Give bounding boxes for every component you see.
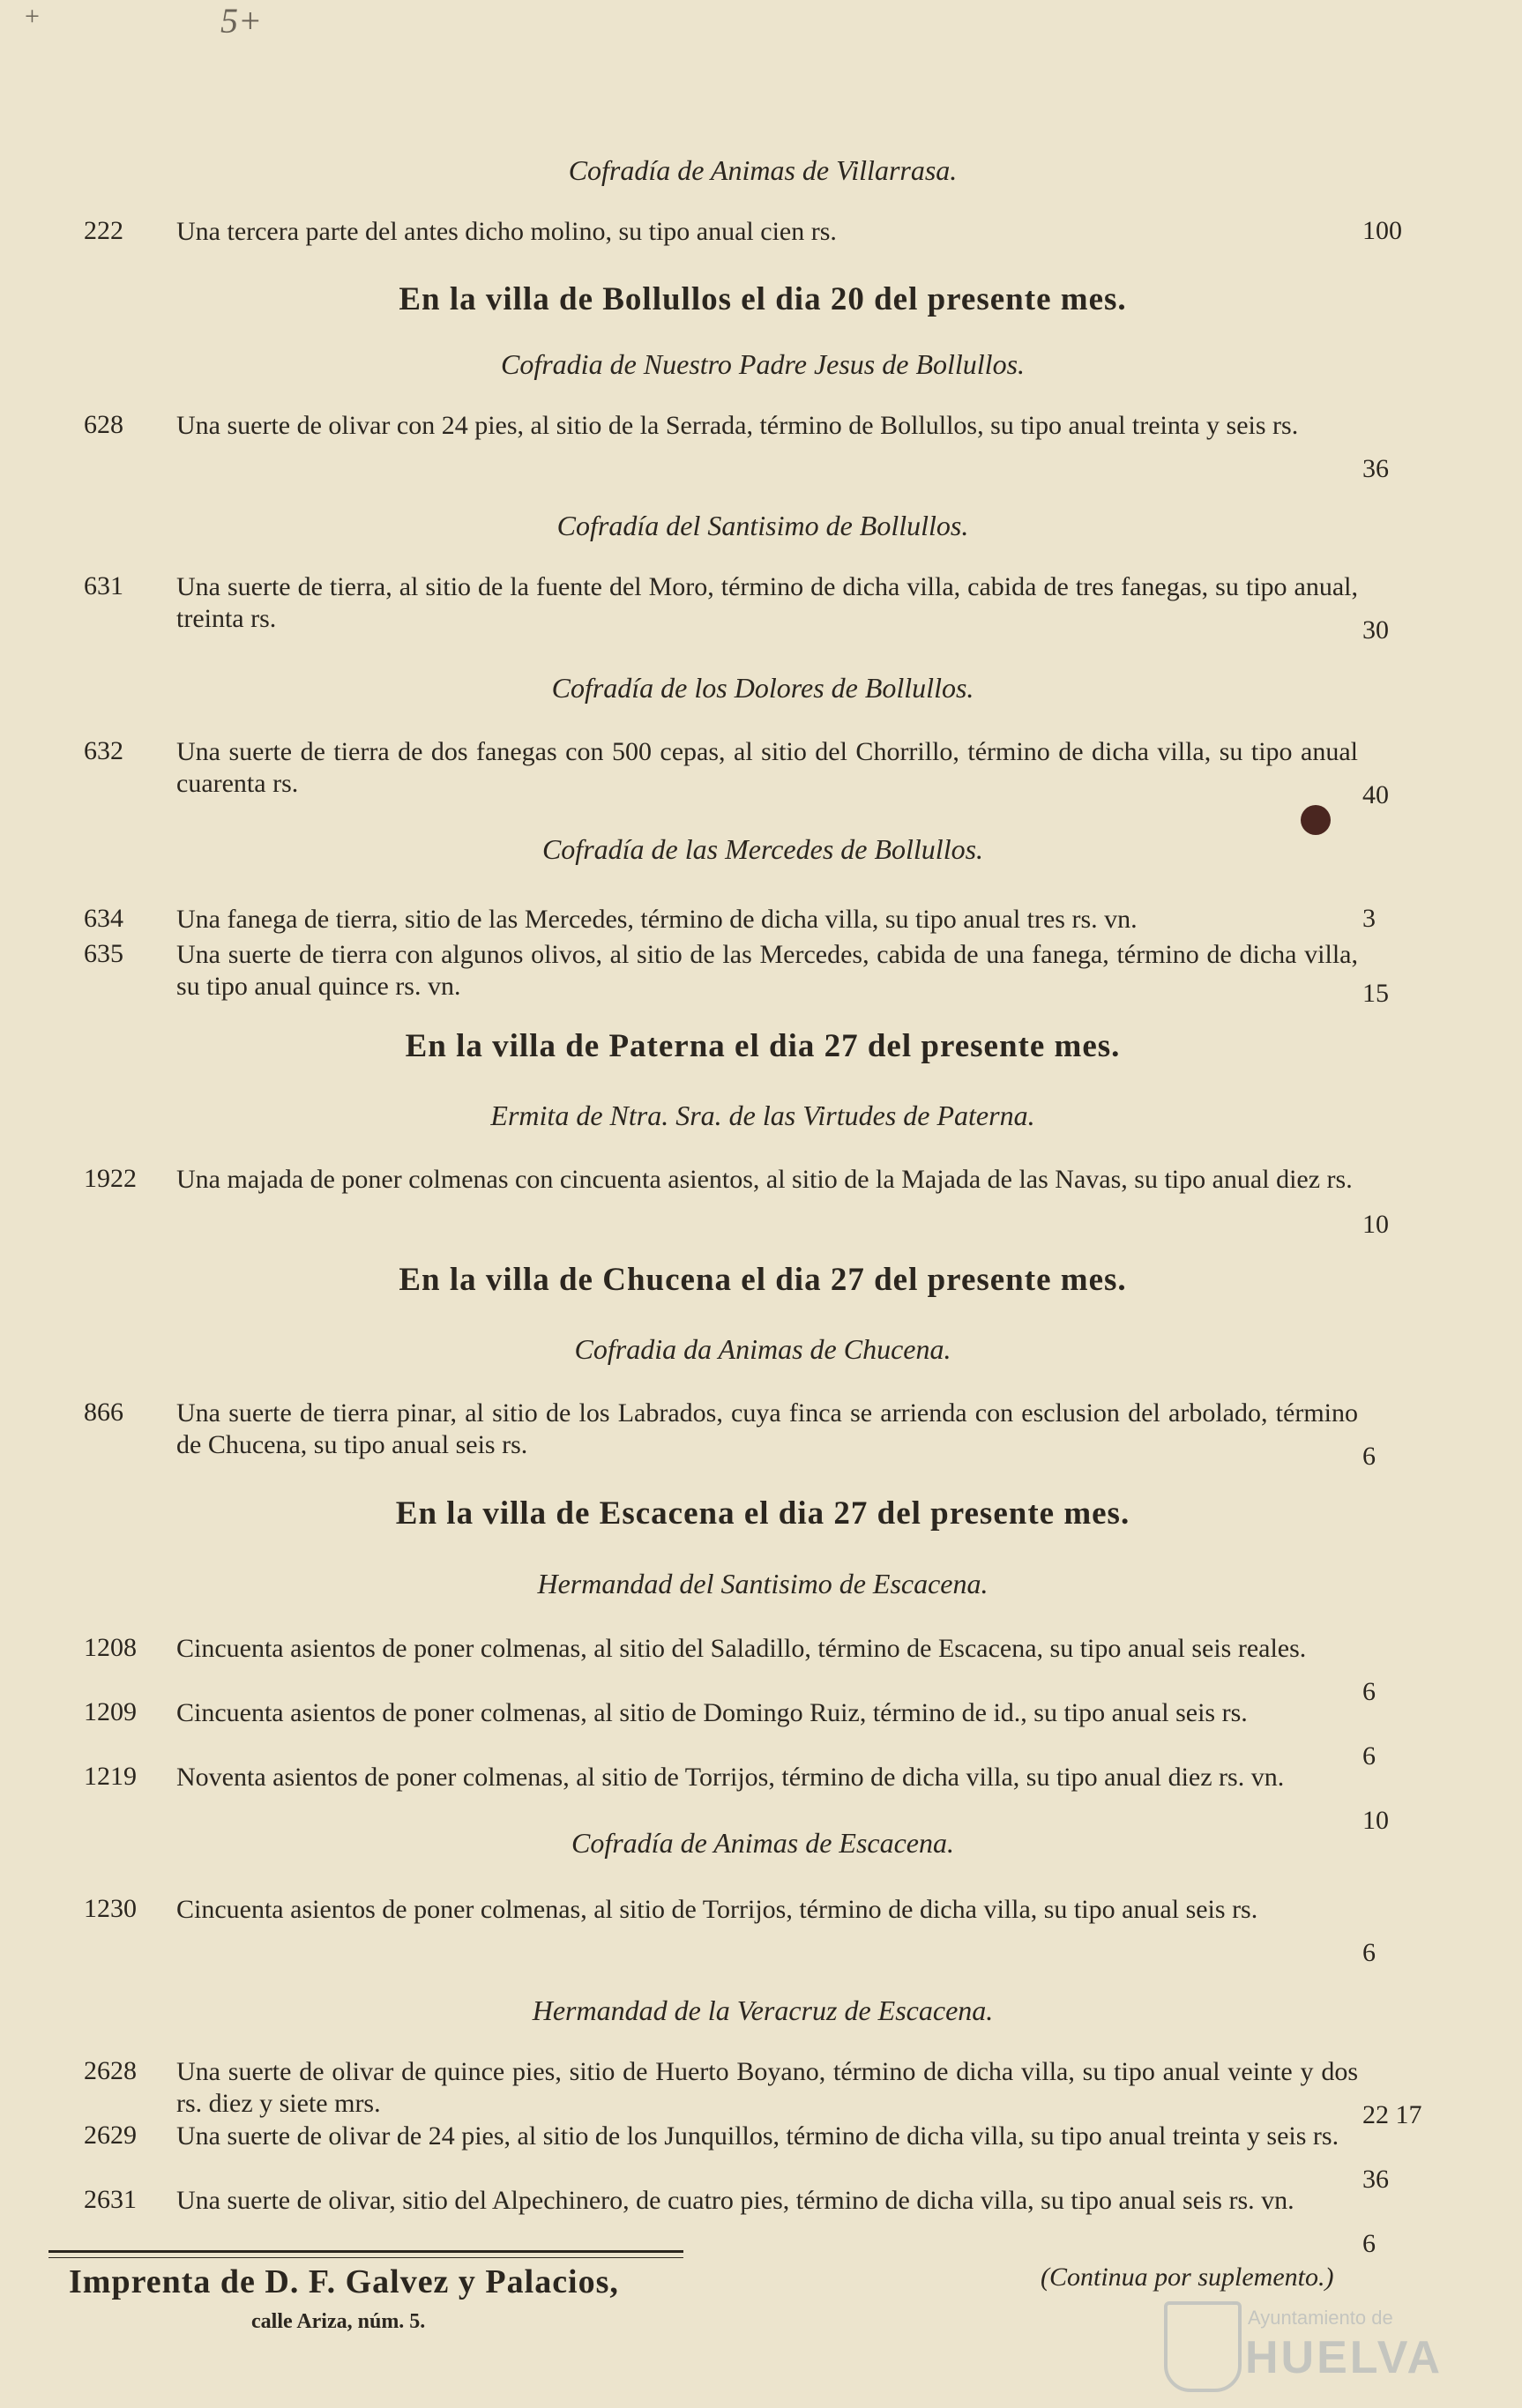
section-subtitle: Hermandad del Santisimo de Escacena. bbox=[537, 1568, 989, 1599]
continuation-note: (Continua por suplemento.) bbox=[1041, 2263, 1334, 2292]
section-subtitle: Cofradía de Animas de Villarrasa. bbox=[568, 154, 958, 186]
lot-price: 36 bbox=[1362, 2165, 1389, 2194]
lot-description: Cincuenta asientos de poner colmenas, al sitio del Saladillo, término de Escacena, su tipo anual seis reales. bbox=[176, 1634, 1307, 1663]
lot-price: 36 bbox=[1362, 454, 1389, 483]
lot-number: 631 bbox=[84, 571, 123, 600]
section-subtitle: Cofradía de los Dolores de Bollullos. bbox=[551, 672, 974, 704]
lot-price: 10 bbox=[1362, 1210, 1389, 1239]
lot-number: 632 bbox=[84, 736, 123, 765]
handwritten-page-mark: 5+ bbox=[220, 1, 262, 41]
lot-number: 628 bbox=[84, 410, 123, 439]
section-subtitle: Cofradía de las Mercedes de Bollullos. bbox=[541, 833, 984, 865]
lot-number: 1230 bbox=[84, 1894, 137, 1923]
lot-price: 22 17 bbox=[1362, 2100, 1422, 2129]
lot-price: 6 bbox=[1362, 2229, 1376, 2258]
lot-description: Una suerte de tierra de dos fanegas con 500 cepas, al sitio del Chorrillo, término de dicha villa, su tipo anual cuarenta rs. bbox=[176, 737, 1358, 798]
section-subtitle: Cofradia da Animas de Chucena. bbox=[574, 1333, 951, 1365]
lot-number: 866 bbox=[84, 1398, 123, 1427]
ink-blot bbox=[1301, 805, 1331, 835]
printer-imprint: Imprenta de D. F. Galvez y Palacios, bbox=[69, 2263, 619, 2300]
town-heading: En la villa de Paterna el dia 27 del presente mes. bbox=[405, 1028, 1121, 1064]
lot-price: 15 bbox=[1362, 979, 1389, 1008]
lot-price: 6 bbox=[1362, 1442, 1376, 1471]
lot-number: 222 bbox=[84, 216, 123, 245]
lot-price: 100 bbox=[1362, 216, 1402, 245]
lot-price: 3 bbox=[1362, 904, 1376, 933]
lot-description: Una suerte de olivar con 24 pies, al sitio de la Serrada, término de Bollullos, su tipo anual treinta y seis rs. bbox=[176, 411, 1299, 440]
lot-description: Una fanega de tierra, sitio de las Mercedes, término de dicha villa, su tipo anual tres rs. vn. bbox=[176, 905, 1138, 934]
town-heading: En la villa de Chucena el dia 27 del presente mes. bbox=[399, 1262, 1127, 1298]
town-heading: En la villa de Bollullos el dia 20 del presente mes. bbox=[399, 281, 1127, 317]
lot-description: Una suerte de tierra con algunos olivos, al sitio de las Mercedes, cabida de una fanega, término de dicha villa, su tipo anual quince rs. vn. bbox=[176, 940, 1358, 1001]
section-subtitle: Cofradía de Animas de Escacena. bbox=[571, 1827, 954, 1859]
watermark-line1: Ayuntamiento de bbox=[1248, 2307, 1393, 2329]
lot-price: 10 bbox=[1362, 1806, 1389, 1835]
lot-number: 1219 bbox=[84, 1762, 137, 1791]
footer-rule-thin bbox=[48, 2257, 683, 2258]
lot-number: 1208 bbox=[84, 1633, 137, 1662]
lot-description: Una suerte de olivar, sitio del Alpechinero, de cuatro pies, término de dicha villa, su tipo anual seis rs. vn. bbox=[176, 2186, 1294, 2215]
watermark-line2: HUELVA bbox=[1245, 2332, 1444, 2383]
lot-description: Una suerte de tierra pinar, al sitio de los Labrados, cuya finca se arrienda con esclusion del arbolado, término de Chucena, su tipo anual seis rs. bbox=[176, 1398, 1358, 1459]
printer-address: calle Ariza, núm. 5. bbox=[251, 2310, 426, 2333]
lot-description: Noventa asientos de poner colmenas, al sitio de Torrijos, término de dicha villa, su tipo anual diez rs. vn. bbox=[176, 1763, 1285, 1792]
lot-number: 2631 bbox=[84, 2185, 137, 2214]
lot-description: Una majada de poner colmenas con cincuenta asientos, al sitio de la Majada de las Navas, su tipo anual diez rs. bbox=[176, 1165, 1353, 1194]
lot-description: Una suerte de olivar de quince pies, sitio de Huerto Boyano, término de dicha villa, su tipo anual veinte y dos rs. diez y siete mrs. bbox=[176, 2057, 1358, 2118]
section-subtitle: Cofradia de Nuestro Padre Jesus de Bollullos. bbox=[500, 348, 1026, 380]
lot-number: 1922 bbox=[84, 1164, 137, 1193]
lot-number: 635 bbox=[84, 939, 123, 968]
archive-watermark bbox=[1164, 2301, 1455, 2389]
lot-price: 6 bbox=[1362, 1938, 1376, 1967]
lot-price: 6 bbox=[1362, 1677, 1376, 1706]
footer-rule bbox=[48, 2250, 683, 2253]
section-subtitle: Cofradía del Santisimo de Bollullos. bbox=[556, 510, 969, 541]
section-subtitle: Hermandad de la Veracruz de Escacena. bbox=[532, 1994, 994, 2026]
section-subtitle: Ermita de Ntra. Sra. de las Virtudes de Paterna. bbox=[490, 1100, 1035, 1131]
lot-number: 634 bbox=[84, 904, 123, 933]
town-heading: En la villa de Escacena el dia 27 del presente mes. bbox=[395, 1495, 1130, 1532]
lot-price: 40 bbox=[1362, 780, 1389, 809]
lot-description: Una suerte de olivar de 24 pies, al sitio de los Junquillos, término de dicha villa, su tipo anual treinta y seis rs. bbox=[176, 2121, 1339, 2151]
lot-number: 1209 bbox=[84, 1697, 137, 1726]
lot-description: Cincuenta asientos de poner colmenas, al sitio de Domingo Ruiz, término de id., su tipo anual seis rs. bbox=[176, 1698, 1248, 1727]
shield-icon bbox=[1164, 2301, 1242, 2392]
corner-tick-mark: + bbox=[25, 2, 40, 31]
lot-number: 2629 bbox=[84, 2121, 137, 2150]
lot-price: 6 bbox=[1362, 1741, 1376, 1771]
lot-price: 30 bbox=[1362, 615, 1389, 645]
lot-description: Cincuenta asientos de poner colmenas, al sitio de Torrijos, término de dicha villa, su tipo anual seis rs. bbox=[176, 1895, 1258, 1924]
lot-description: Una tercera parte del antes dicho molino, su tipo anual cien rs. bbox=[176, 217, 837, 246]
lot-number: 2628 bbox=[84, 2056, 137, 2085]
lot-description: Una suerte de tierra, al sitio de la fuente del Moro, término de dicha villa, cabida de tres fanegas, su tipo anual, treinta rs. bbox=[176, 572, 1358, 633]
